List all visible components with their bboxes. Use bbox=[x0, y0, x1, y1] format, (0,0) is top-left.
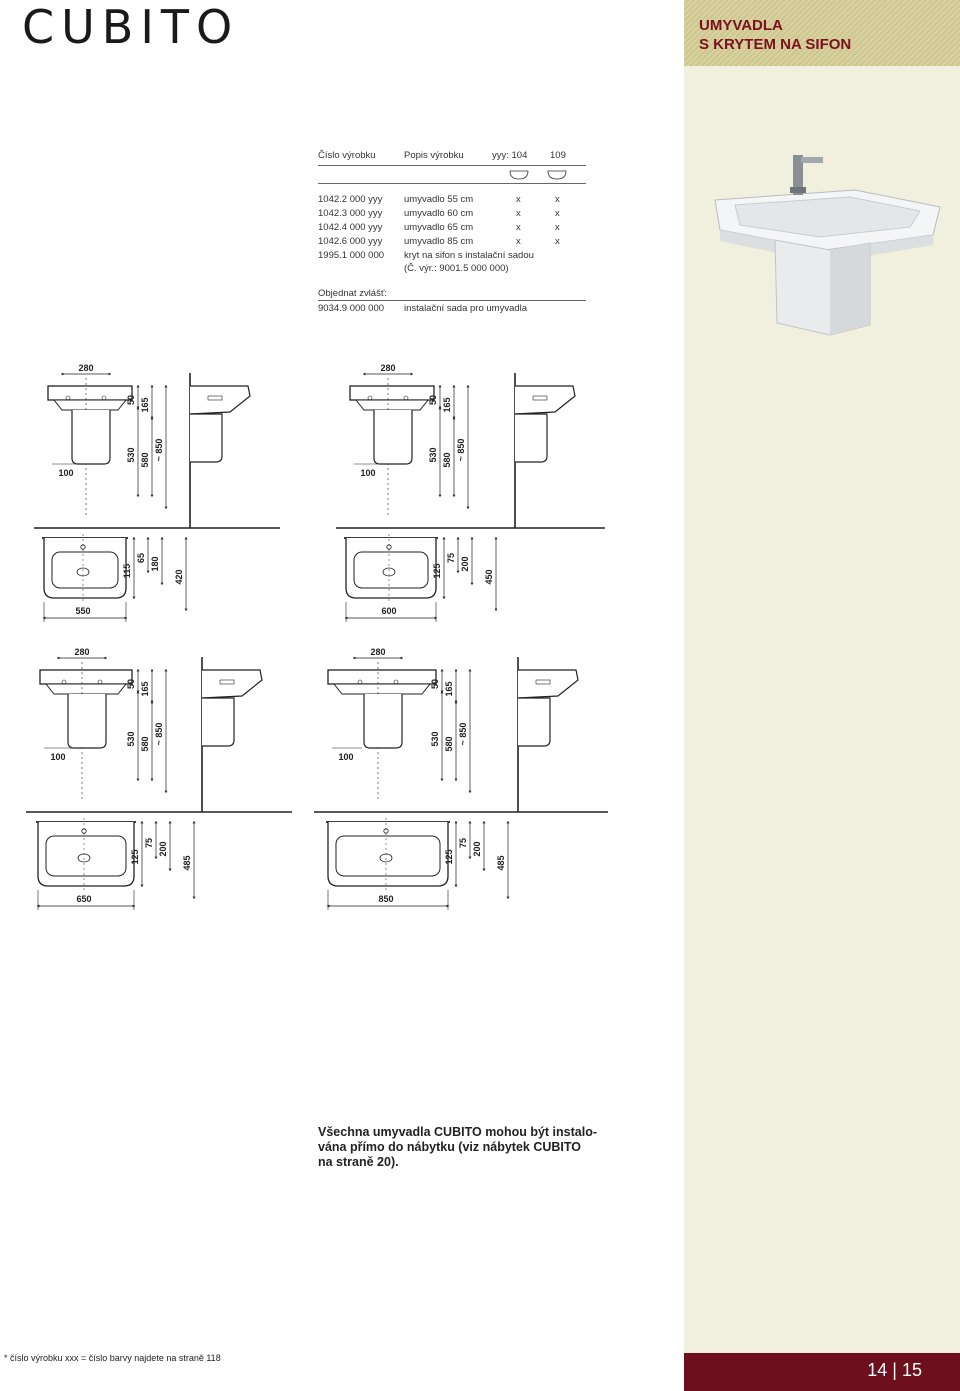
cell-number: 1042.4 000 yyy bbox=[318, 222, 383, 233]
dimension-label: 50 bbox=[126, 678, 136, 690]
dimension-label: ~ 850 bbox=[456, 438, 466, 462]
dimension-label: 165 bbox=[444, 681, 454, 697]
cell-109: x bbox=[555, 194, 560, 205]
footnote: * číslo výrobku xxx = číslo barvy najdete na straně 118 bbox=[4, 1353, 221, 1363]
dimension-label: 580 bbox=[444, 736, 454, 752]
cell-number: 1042.3 000 yyy bbox=[318, 208, 383, 219]
cell-number: 9034.9 000 000 bbox=[318, 303, 385, 314]
dimension-label: 75 bbox=[144, 837, 154, 849]
basin-bowl bbox=[334, 684, 430, 694]
product-photo bbox=[705, 145, 950, 345]
basin-front bbox=[48, 386, 132, 400]
dimension-label: 125 bbox=[432, 563, 442, 579]
siphon-cover bbox=[68, 694, 106, 748]
dimension-label: 100 bbox=[360, 468, 376, 478]
dimension-label: 115 bbox=[122, 563, 132, 579]
dimension-label: 65 bbox=[136, 552, 146, 564]
dimension-label: ~ 850 bbox=[458, 722, 468, 746]
dimension-label: 530 bbox=[428, 447, 438, 463]
overflow bbox=[208, 396, 222, 400]
cell-104: x bbox=[516, 194, 521, 205]
section-title-line2: S KRYTEM NA SIFON bbox=[699, 36, 852, 53]
dimension-label: 530 bbox=[126, 731, 136, 747]
cell-description: umyvadlo 85 cm bbox=[404, 236, 474, 247]
dimension-label: 165 bbox=[140, 681, 150, 697]
furniture-note bbox=[318, 1125, 608, 1170]
cell-description: umyvadlo 55 cm bbox=[404, 194, 474, 205]
plan-drawing-850 bbox=[326, 818, 508, 910]
elevation-drawing-550 bbox=[34, 363, 280, 528]
dimension-label: 125 bbox=[444, 849, 454, 865]
width-label: 650 bbox=[76, 894, 92, 904]
siphon-cover-side bbox=[515, 414, 547, 462]
cell-description: kryt na sifon s instalační sadou bbox=[404, 250, 534, 261]
dimension-label: 530 bbox=[126, 447, 136, 463]
header-color-109: 109 bbox=[550, 150, 566, 161]
dimension-label: 530 bbox=[430, 731, 440, 747]
siphon-cover-side bbox=[518, 698, 550, 746]
dimension-label: 485 bbox=[496, 855, 506, 871]
dimension-label: 75 bbox=[446, 552, 456, 564]
width-label: 600 bbox=[381, 606, 397, 616]
cell-description: instalační sada pro umyvadla bbox=[404, 303, 528, 314]
cell-description: umyvadlo 65 cm bbox=[404, 222, 474, 233]
header-color-104: yyy: 104 bbox=[492, 150, 528, 161]
dimension-label: 75 bbox=[458, 837, 468, 849]
plan-drawing-600 bbox=[344, 534, 496, 622]
basin-bowl-plan bbox=[354, 552, 428, 588]
overflow bbox=[536, 680, 550, 684]
cell-number: 1042.2 000 yyy bbox=[318, 194, 383, 205]
dimension-label: 280 bbox=[74, 647, 90, 657]
dimension-label: 50 bbox=[428, 394, 438, 406]
dimension-label: 165 bbox=[442, 397, 452, 413]
dimension-label: 200 bbox=[158, 841, 168, 857]
dimension-label: 485 bbox=[182, 855, 192, 871]
dimension-label: 580 bbox=[442, 452, 452, 468]
cell-description: (Č. výr.: 9001.5 000 000) bbox=[404, 263, 509, 274]
siphon-cover bbox=[72, 410, 110, 464]
dimension-label: 100 bbox=[338, 752, 354, 762]
dimension-label: 450 bbox=[484, 569, 494, 585]
basin-front bbox=[350, 386, 434, 400]
cell-104: x bbox=[516, 236, 521, 247]
dimension-label: 100 bbox=[50, 752, 66, 762]
siphon-cover bbox=[364, 694, 402, 748]
page-number: 14 | 15 bbox=[867, 1360, 922, 1380]
dimension-label: 180 bbox=[150, 556, 160, 572]
cell-109: x bbox=[555, 208, 560, 219]
siphon-cover-side bbox=[202, 698, 234, 746]
basin-bowl bbox=[356, 400, 428, 410]
page-number-bar bbox=[684, 1353, 960, 1391]
dimension-label: 580 bbox=[140, 452, 150, 468]
plan-drawing-550 bbox=[42, 534, 186, 622]
siphon-cover-side bbox=[190, 414, 222, 462]
basin-bowl-plan bbox=[336, 836, 440, 876]
cell-104: x bbox=[516, 208, 521, 219]
dimension-label: 200 bbox=[460, 556, 470, 572]
width-label: 850 bbox=[378, 894, 394, 904]
dimension-label: 165 bbox=[140, 397, 150, 413]
overflow bbox=[533, 396, 547, 400]
brand-logo: CUBITO bbox=[22, 0, 240, 54]
dimension-label: 200 bbox=[472, 841, 482, 857]
dimension-label: 580 bbox=[140, 736, 150, 752]
cell-104: x bbox=[516, 222, 521, 233]
note-line1: Všechna umyvadla CUBITO mohou být instalo- bbox=[318, 1125, 597, 1139]
dimension-label: ~ 850 bbox=[154, 438, 164, 462]
dimension-label: 280 bbox=[370, 647, 386, 657]
dimension-label: 50 bbox=[126, 394, 136, 406]
siphon-cover bbox=[374, 410, 412, 464]
dimension-label: 420 bbox=[174, 569, 184, 585]
cell-number: 1042.6 000 yyy bbox=[318, 236, 383, 247]
dimension-label: ~ 850 bbox=[154, 722, 164, 746]
note-line2: vána přímo do nábytku (viz nábytek CUBITO bbox=[318, 1140, 582, 1154]
basin-bowl bbox=[54, 400, 126, 410]
header-product-number: Číslo výrobku bbox=[318, 150, 376, 161]
cell-description: umyvadlo 60 cm bbox=[404, 208, 474, 219]
header-description: Popis výrobku bbox=[404, 150, 464, 161]
elevation-drawing-650 bbox=[26, 647, 292, 812]
dimension-label: 280 bbox=[380, 363, 396, 373]
overflow bbox=[220, 680, 234, 684]
width-label: 550 bbox=[75, 606, 91, 616]
section-title bbox=[699, 16, 851, 54]
cell-109: x bbox=[555, 236, 560, 247]
basin-bowl-plan bbox=[52, 552, 118, 588]
basin-bowl bbox=[46, 684, 126, 694]
cell-109: x bbox=[555, 222, 560, 233]
section-title-line1: UMYVADLA bbox=[699, 17, 783, 34]
cell-number: 1995.1 000 000 bbox=[318, 250, 385, 261]
plan-drawing-650 bbox=[36, 818, 194, 910]
note-line3: na straně 20). bbox=[318, 1155, 399, 1169]
elevation-drawing-600 bbox=[336, 363, 605, 528]
dimension-label: 280 bbox=[78, 363, 94, 373]
dimension-label: 50 bbox=[430, 678, 440, 690]
dimension-label: 125 bbox=[130, 849, 140, 865]
elevation-drawing-850 bbox=[314, 647, 608, 812]
dimension-label: 100 bbox=[58, 468, 74, 478]
basin-front bbox=[40, 670, 132, 684]
basin-front bbox=[328, 670, 436, 684]
basin-bowl-plan bbox=[46, 836, 126, 876]
